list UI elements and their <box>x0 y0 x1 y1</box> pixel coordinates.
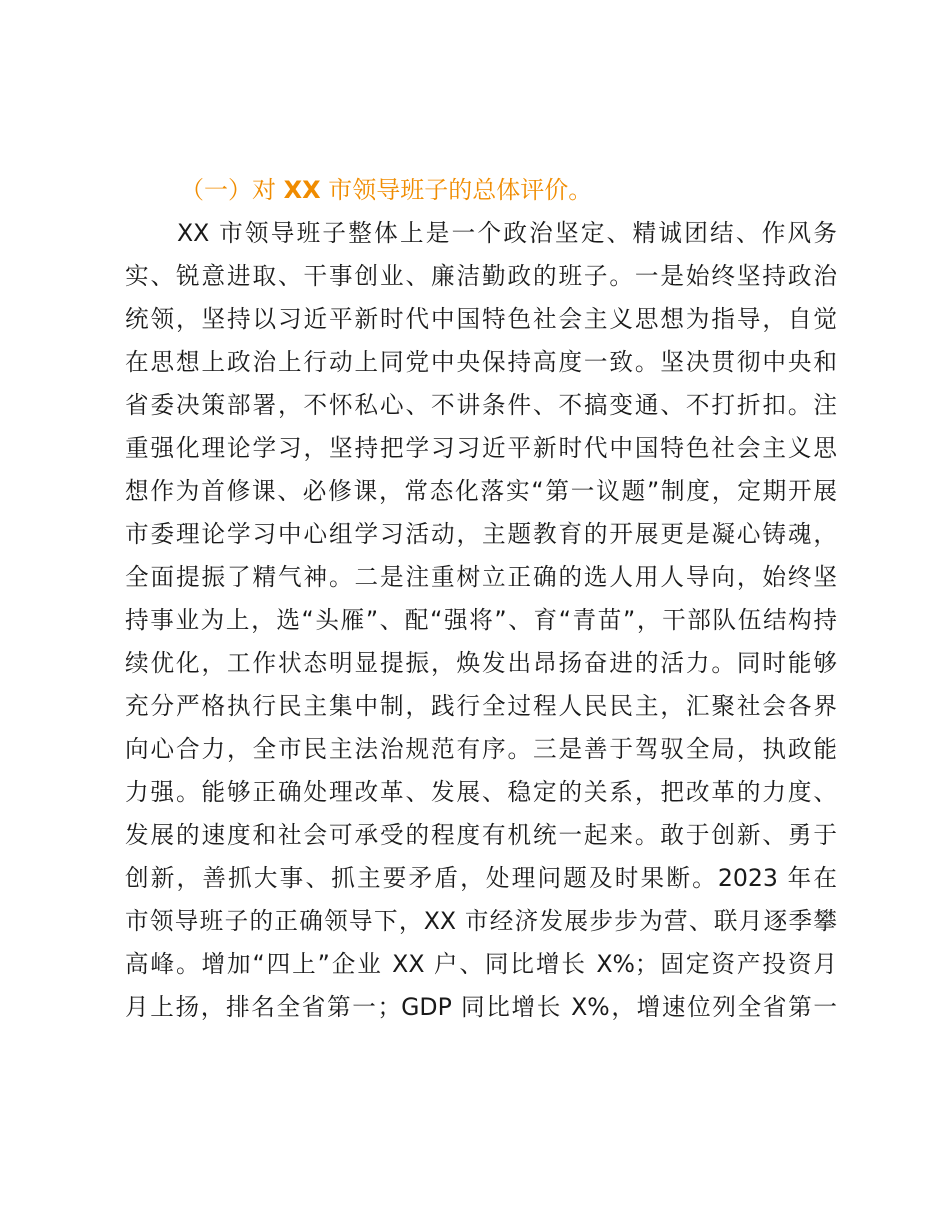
paragraph-line: 高峰。增加“四上”企业 XX 户、同比增长 X%；固定资产投资月 <box>125 950 837 978</box>
heading-bold-term: XX <box>283 176 321 204</box>
body-paragraph <box>125 212 837 1029</box>
heading-prefix: （一）对 <box>180 176 284 204</box>
paragraph-line: 月上扬，排名全省第一；GDP 同比增长 X%，增速位列全省第一 <box>125 993 837 1021</box>
paragraph-line: 市领导班子的正确领导下，XX 市经济发展步步为营、联月逐季攀 <box>125 907 837 935</box>
paragraph-line: 全面提振了精气神。二是注重树立正确的选人用人导向，始终坚 <box>125 563 837 591</box>
paragraph-line: 重强化理论学习，坚持把学习习近平新时代中国特色社会主义思 <box>125 434 837 462</box>
paragraph-line: 在思想上政治上行动上同党中央保持高度一致。坚决贯彻中央和 <box>125 348 837 376</box>
paragraph-line: 想作为首修课、必修课，常态化落实“第一议题”制度，定期开展 <box>125 477 837 505</box>
paragraph-line: 统领，坚持以习近平新时代中国特色社会主义思想为指导，自觉 <box>125 305 837 333</box>
paragraph-line: 向心合力，全市民主法治规范有序。三是善于驾驭全局，执政能 <box>125 735 837 763</box>
paragraph-line: 持事业为上，选“头雁”、配“强将”、育“青苗”，干部队伍结构持 <box>125 606 837 634</box>
paragraph-line: 市委理论学习中心组学习活动，主题教育的开展更是凝心铸魂， <box>125 520 837 548</box>
paragraph-line: 充分严格执行民主集中制，践行全过程人民民主，汇聚社会各界 <box>125 692 837 720</box>
paragraph-line: XX 市领导班子整体上是一个政治坚定、精诚团结、作风务 <box>177 219 837 247</box>
section-heading <box>180 168 592 212</box>
paragraph-line: 创新，善抓大事、抓主要矛盾，处理问题及时果断。2023 年在 <box>125 864 837 892</box>
paragraph-line: 力强。能够正确处理改革、发展、稳定的关系，把改革的力度、 <box>125 778 837 806</box>
heading-suffix: 市领导班子的总体评价。 <box>320 176 593 204</box>
paragraph-line: 发展的速度和社会可承受的程度有机统一起来。敢于创新、勇于 <box>125 821 837 849</box>
paragraph-line: 实、锐意进取、干事创业、廉洁勤政的班子。一是始终坚持政治 <box>125 262 837 290</box>
paragraph-line: 续优化，工作状态明显提振，焕发出昂扬奋进的活力。同时能够 <box>125 649 837 677</box>
paragraph-line: 省委决策部署，不怀私心、不讲条件、不搞变通、不打折扣。注 <box>125 391 837 419</box>
